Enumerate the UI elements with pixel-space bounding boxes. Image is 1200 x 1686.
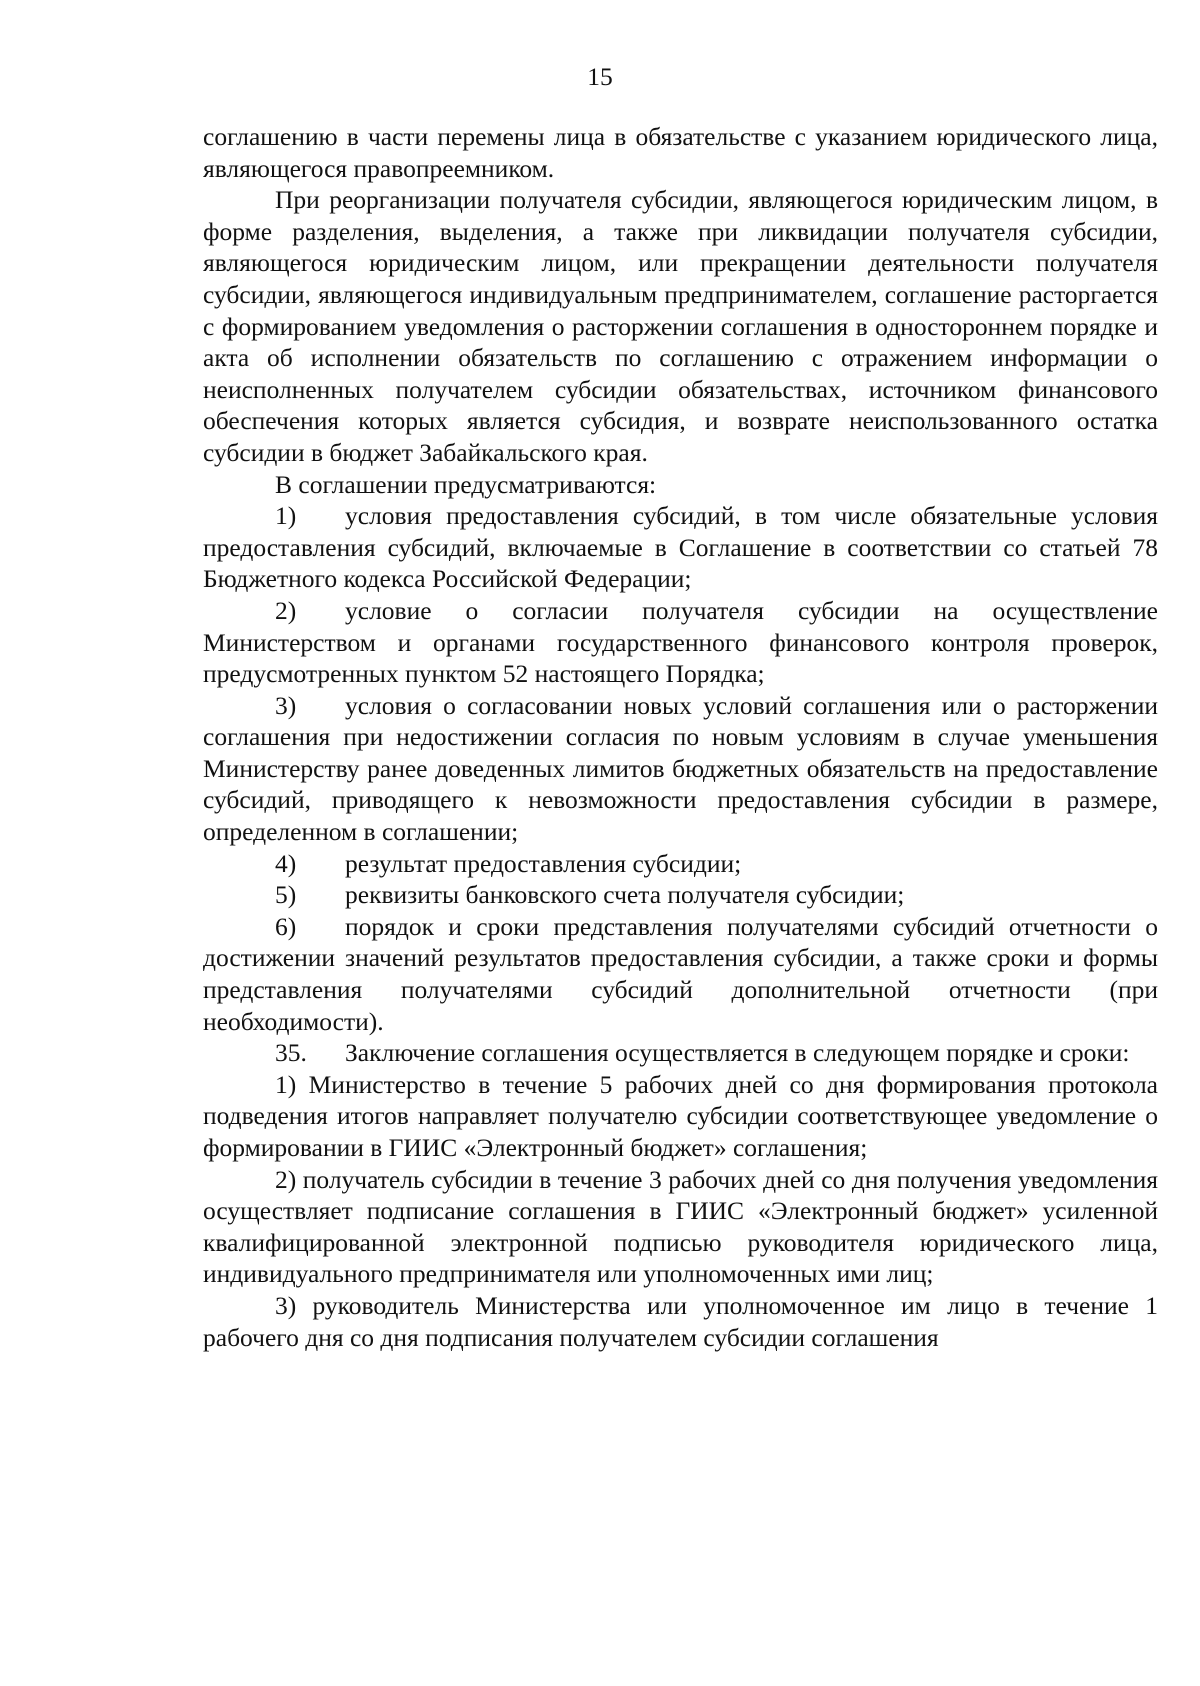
list-item-text: реквизиты банковского счета получателя субсидии;: [345, 880, 905, 910]
list-item-text: условия предоставления субсидий, в том числе обязательные условия предоставления субсидий, включаемые в Соглашение в соответствии со статьей 78 Бюджетного кодекса Российской Федерации;: [203, 501, 1158, 594]
list-item-text: результат предоставления субсидии;: [345, 848, 742, 878]
list-item-number: 6): [275, 911, 297, 941]
page-number: 15: [587, 62, 613, 91]
sub-item-1: 1) Министерство в течение 5 рабочих дней со дня формирования протокола подведения итогов направляет получателю субсидии соответствующее уведомление о формировании в ГИИС «Электронный бюджет» соглашения;: [203, 1069, 1158, 1162]
list-item-5: [203, 879, 1158, 911]
list-item-number: 2): [275, 595, 297, 625]
section-number: 35.: [275, 1038, 307, 1068]
paragraph-continuation: соглашению в части перемены лица в обязательстве с указанием юридического лица, являющегося правопреемником.: [203, 122, 1158, 183]
sub-item-3: 3) руководитель Министерства или уполномоченное им лицо в течение 1 рабочего дня со дня подписания получателем субсидии соглашения: [203, 1290, 1158, 1352]
list-item-number: 5): [275, 880, 297, 910]
paragraph-reorganization: При реорганизации получателя субсидии, являющегося юридическим лицом, в форме разделения, выделения, а также при ликвидации получателя субсидии, являющегося юридическим лицом, или прекращении деятельности получателя субсидии, являющегося индивидуальным предпринимателем, соглашение расторгается с формированием уведомления о расторжении соглашения в одностороннем порядке и акта об исполнении обязательств по соглашению с отражением информации о неисполненных получателем субсидии обязательствах, источником финансового обеспечения которых является субсидия, и возврате неиспользованного остатка субсидии в бюджет Забайкальского края.: [203, 185, 1158, 467]
section-text: Заключение соглашения осуществляется в следующем порядке и сроки:: [345, 1038, 1130, 1068]
list-item-1: [203, 500, 1158, 595]
sub-item-2: 2) получатель субсидии в течение 3 рабочих дней со дня получения уведомления осуществляет подписание соглашения в ГИИС «Электронный бюджет» усиленной квалифицированной электронной подписью руководителя юридического лица, индивидуального предпринимателя или уполномоченных ими лиц;: [203, 1164, 1158, 1289]
list-item-number: 3): [275, 690, 297, 720]
list-item-number: 1): [275, 501, 297, 531]
list-item-2: [203, 595, 1158, 690]
list-item-text: порядок и сроки представления получателями субсидий отчетности о достижении значений результатов предоставления субсидии, а также сроки и формы представления получателями субсидий дополнительной отчетности (при необходимости).: [203, 911, 1158, 1036]
list-item-text: условие о согласии получателя субсидии на осуществление Министерством и органами государственного финансового контроля проверок, предусмотренных пунктом 52 настоящего Порядка;: [203, 595, 1158, 689]
list-item-4: [203, 848, 1158, 880]
section-35: [203, 1037, 1158, 1069]
document-body: [203, 121, 1158, 1353]
list-item-3: [203, 690, 1158, 848]
list-item-number: 4): [275, 848, 297, 878]
paragraph-agreement-provisions: В соглашении предусматриваются:: [275, 469, 657, 499]
list-item-6: [203, 911, 1158, 1037]
list-item-text: условия о согласовании новых условий соглашения или о расторжении соглашения при недостижении согласия по новым условиям в случае уменьшения Министерству ранее доведенных лимитов бюджетных обязательств на предоставление субсидий, приводящего к невозможности предоставления субсидии в размере, определенном в соглашении;: [203, 690, 1158, 847]
